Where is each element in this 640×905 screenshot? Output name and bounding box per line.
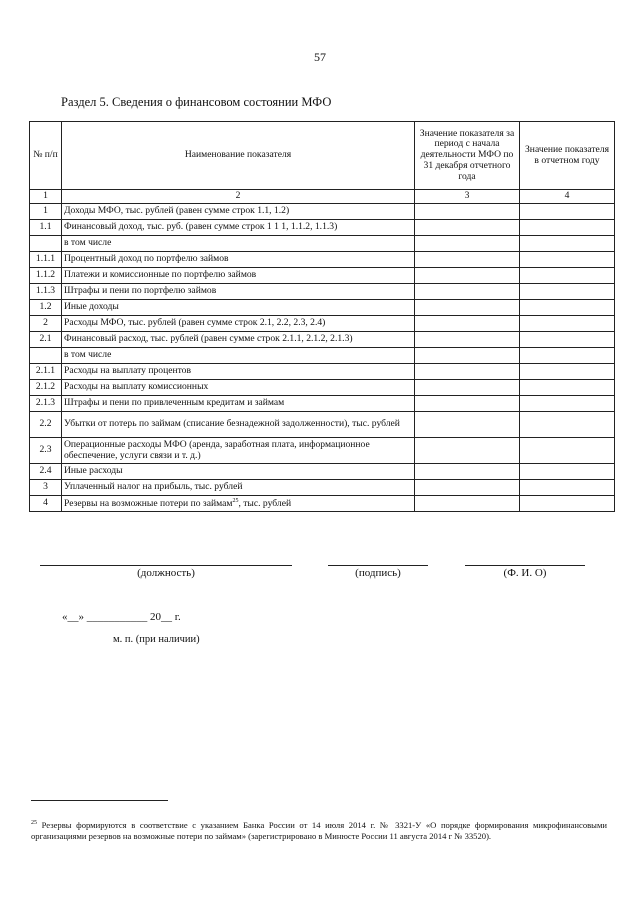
row-number: 2.2 (30, 412, 62, 438)
position-signature-line[interactable] (40, 565, 292, 566)
row-name: Расходы МФО, тыс. рублей (равен сумме строк 2.1, 2.2, 2.3, 2.4) (62, 316, 415, 332)
value-cell (415, 236, 520, 252)
value-cell[interactable] (520, 252, 615, 268)
value-cell[interactable] (520, 438, 615, 464)
header-value-reporting-year: Значение показателя в отчетном году (520, 122, 615, 190)
row-name: Штрафы и пени по привлеченным кредитам и займам (62, 396, 415, 412)
header-row (30, 122, 615, 190)
row-number: 2.1 (30, 332, 62, 348)
value-cell[interactable] (520, 284, 615, 300)
row-number (30, 236, 62, 252)
value-cell (520, 236, 615, 252)
row-number: 1.1.3 (30, 284, 62, 300)
footnote-reference: 25 (232, 497, 239, 504)
row-name: Штрафы и пени по портфелю займов (62, 284, 415, 300)
row-name: Убытки от потерь по займам (списание безнадежной задолженности), тыс. рублей (62, 412, 415, 438)
row-name: Операционные расходы МФО (аренда, заработная плата, информационное обеспечение, услуги связи и т. д.) (62, 438, 415, 464)
row-number: 2.1.1 (30, 364, 62, 380)
row-name: Процентный доход по портфелю займов (62, 252, 415, 268)
row-name: в том числе (62, 348, 415, 364)
row-name: Расходы на выплату процентов (62, 364, 415, 380)
row-name: Платежи и комиссионные по портфелю займов (62, 268, 415, 284)
signature-line[interactable] (328, 565, 428, 566)
value-cell[interactable] (520, 364, 615, 380)
full-name-label: (Ф. И. О) (503, 567, 547, 579)
footnote (31, 820, 607, 842)
table-row (30, 316, 615, 332)
row-name: Финансовый доход, тыс. руб. (равен сумме строк 1 1 1, 1.1.2, 1.1.3) (62, 220, 415, 236)
row-number: 4 (30, 496, 62, 512)
value-cell[interactable] (520, 268, 615, 284)
header-indicator-name: Наименование показателя (62, 122, 415, 190)
table-row (30, 204, 615, 220)
value-cell[interactable] (415, 438, 520, 464)
header-row-number: № п/п (30, 122, 62, 190)
row-name: Уплаченный налог на прибыль, тыс. рублей (62, 480, 415, 496)
row-name: Доходы МФО, тыс. рублей (равен сумме строк 1.1, 1.2) (62, 204, 415, 220)
value-cell[interactable] (520, 464, 615, 480)
column-number: 2 (62, 190, 415, 204)
value-cell[interactable] (415, 332, 520, 348)
table-row (30, 332, 615, 348)
row-name (62, 496, 415, 512)
row-number: 2.3 (30, 438, 62, 464)
value-cell[interactable] (520, 300, 615, 316)
value-cell[interactable] (415, 284, 520, 300)
page-number: 57 (314, 50, 326, 64)
column-number: 4 (520, 190, 615, 204)
table-row (30, 380, 615, 396)
value-cell[interactable] (520, 480, 615, 496)
row-number: 1 (30, 204, 62, 220)
table-row (30, 284, 615, 300)
row-number: 3 (30, 480, 62, 496)
row-name-suffix: , тыс. рублей (238, 497, 292, 509)
value-cell[interactable] (415, 220, 520, 236)
table-row (30, 496, 615, 512)
value-cell[interactable] (415, 316, 520, 332)
row-name: Финансовый расход, тыс. рублей (равен сумме строк 2.1.1, 2.1.2, 2.1.3) (62, 332, 415, 348)
value-cell[interactable] (520, 220, 615, 236)
table-row (30, 348, 615, 364)
value-cell[interactable] (415, 464, 520, 480)
row-number: 1.2 (30, 300, 62, 316)
signature-label: (подпись) (355, 567, 401, 579)
value-cell[interactable] (520, 412, 615, 438)
footnote-marker: 25 (31, 820, 37, 827)
row-name: в том числе (62, 236, 415, 252)
value-cell[interactable] (415, 204, 520, 220)
row-number (30, 348, 62, 364)
table-row (30, 220, 615, 236)
header-value-since-start: Значение показателя за период с начала деятельности МФО по 31 декабря отчетного года (415, 122, 520, 190)
financial-table (29, 121, 615, 512)
table-row (30, 300, 615, 316)
row-name: Расходы на выплату комиссионных (62, 380, 415, 396)
section-title: Раздел 5. Сведения о финансовом состоянии МФО (61, 95, 332, 109)
value-cell[interactable] (520, 332, 615, 348)
position-label: (должность) (137, 567, 195, 579)
stamp-label: м. п. (при наличии) (113, 634, 200, 645)
table-row (30, 396, 615, 412)
value-cell[interactable] (415, 380, 520, 396)
table-row (30, 438, 615, 464)
row-number: 2 (30, 316, 62, 332)
full-name-line[interactable] (465, 565, 585, 566)
value-cell[interactable] (520, 496, 615, 512)
value-cell[interactable] (415, 300, 520, 316)
value-cell (415, 348, 520, 364)
table-row (30, 480, 615, 496)
value-cell[interactable] (415, 396, 520, 412)
value-cell[interactable] (415, 364, 520, 380)
date-line[interactable]: «__» ___________ 20__ г. (62, 611, 181, 623)
row-number: 1.1 (30, 220, 62, 236)
table-row (30, 252, 615, 268)
row-name: Иные доходы (62, 300, 415, 316)
row-number: 2.1.3 (30, 396, 62, 412)
row-name-text: Резервы на возможные потери по займам (64, 497, 233, 509)
table-row (30, 412, 615, 438)
column-number: 3 (415, 190, 520, 204)
column-number: 1 (30, 190, 62, 204)
value-cell (520, 348, 615, 364)
value-cell[interactable] (520, 380, 615, 396)
table-row (30, 268, 615, 284)
row-number: 2.4 (30, 464, 62, 480)
value-cell[interactable] (415, 480, 520, 496)
value-cell[interactable] (520, 204, 615, 220)
value-cell[interactable] (415, 268, 520, 284)
value-cell[interactable] (415, 412, 520, 438)
row-number: 2.1.2 (30, 380, 62, 396)
row-name: Иные расходы (62, 464, 415, 480)
table-row (30, 236, 615, 252)
table-row (30, 464, 615, 480)
footnote-text: Резервы формируются в соответствие с указанием Банка России от 14 июля 2014 г. № 3321-У «О порядке формирования микрофинансовыми организациями резервов на возможные потери по займам» (зарегистрировано в Минюсте России 11 августа 2014 г № 33520). (31, 820, 607, 842)
value-cell[interactable] (415, 252, 520, 268)
column-number-row (30, 190, 615, 204)
value-cell[interactable] (415, 496, 520, 512)
value-cell[interactable] (520, 396, 615, 412)
value-cell[interactable] (520, 316, 615, 332)
table-row (30, 364, 615, 380)
footnote-divider (31, 800, 168, 801)
row-number: 1.1.1 (30, 252, 62, 268)
row-number: 1.1.2 (30, 268, 62, 284)
